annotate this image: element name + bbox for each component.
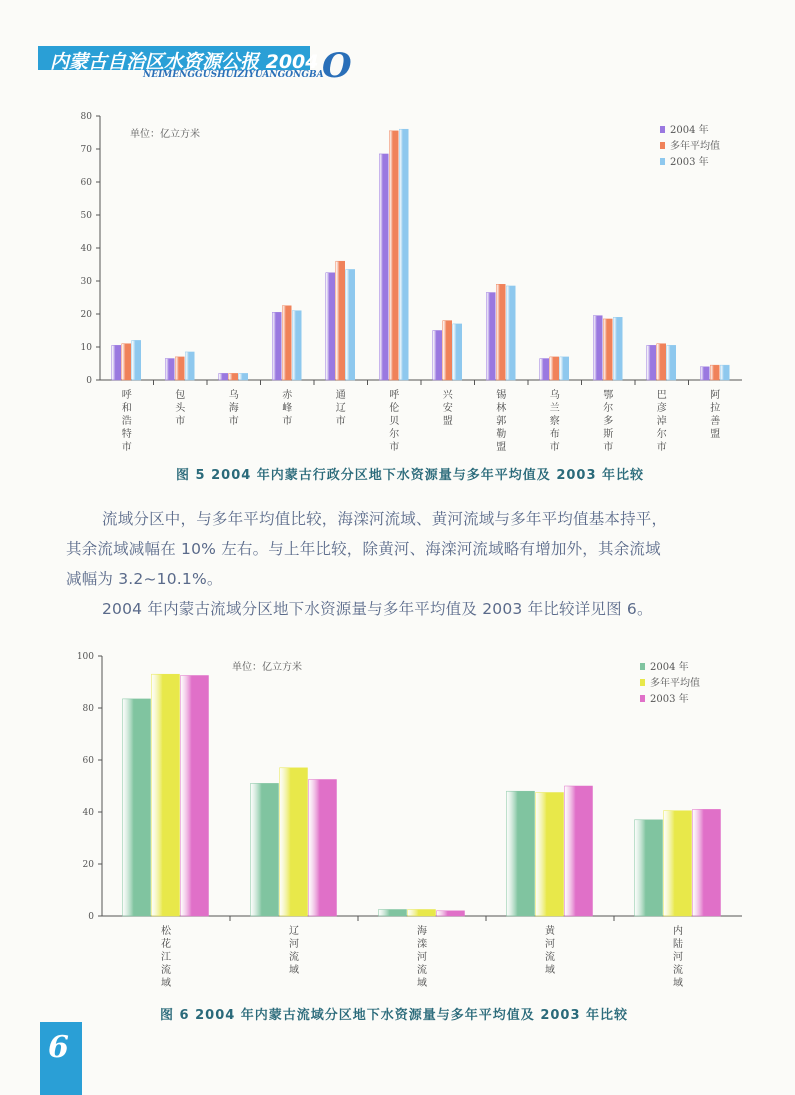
bar bbox=[326, 273, 335, 380]
legend-swatch bbox=[640, 663, 645, 670]
x-tick-label: 通辽市 bbox=[335, 390, 346, 427]
x-tick-label: 包头市 bbox=[175, 390, 186, 427]
bar bbox=[112, 345, 121, 380]
bar bbox=[560, 357, 569, 380]
header-letter: O bbox=[322, 46, 352, 86]
y-tick-label: 100 bbox=[76, 652, 94, 662]
bar bbox=[181, 676, 209, 917]
y-tick-label: 40 bbox=[80, 244, 92, 254]
header-title: 内蒙古自治区水资源公报 2004 bbox=[50, 51, 319, 73]
y-tick-label: 60 bbox=[80, 178, 92, 188]
bar bbox=[239, 373, 248, 380]
bar bbox=[700, 367, 709, 380]
x-tick-label: 鄂尔多斯市 bbox=[603, 390, 614, 453]
bar bbox=[550, 357, 559, 380]
x-tick-label: 辽河流域 bbox=[289, 926, 299, 976]
bar bbox=[408, 910, 436, 917]
y-tick-label: 0 bbox=[86, 376, 92, 386]
bar bbox=[185, 352, 194, 380]
y-tick-label: 20 bbox=[82, 860, 94, 870]
y-tick-label: 50 bbox=[80, 211, 92, 221]
bar bbox=[292, 311, 301, 380]
unit-label: 单位：亿立方米 bbox=[232, 662, 302, 673]
bar bbox=[536, 793, 564, 917]
x-tick-label: 内陆河流域 bbox=[673, 926, 683, 989]
bar bbox=[540, 359, 549, 380]
bar bbox=[496, 284, 505, 380]
y-tick-label: 0 bbox=[88, 912, 94, 922]
bar bbox=[282, 306, 291, 380]
unit-label: 单位：亿立方米 bbox=[130, 129, 200, 140]
bar bbox=[664, 811, 692, 916]
bar bbox=[152, 674, 180, 916]
y-tick-label: 20 bbox=[80, 310, 92, 320]
x-tick-label: 锡林郭勒盟 bbox=[496, 390, 507, 453]
bar bbox=[710, 365, 719, 380]
bar bbox=[565, 786, 593, 916]
bar bbox=[272, 312, 281, 380]
chart-river-basins bbox=[0, 645, 795, 995]
bar bbox=[122, 344, 131, 380]
legend-swatch bbox=[660, 142, 665, 149]
bar bbox=[657, 344, 666, 380]
bar bbox=[280, 768, 308, 916]
bar bbox=[346, 269, 355, 380]
bar bbox=[309, 780, 337, 917]
x-tick-label: 呼和浩特市 bbox=[121, 390, 132, 453]
legend-label: 2004 年 bbox=[650, 662, 689, 673]
header-subtitle: NEIMENGGUSHUIZIYUANGONGBA bbox=[143, 70, 324, 80]
bar bbox=[593, 316, 602, 380]
bar bbox=[647, 345, 656, 380]
bar bbox=[486, 293, 495, 380]
legend-swatch bbox=[660, 158, 665, 165]
x-tick-label: 呼伦贝尔市 bbox=[389, 390, 400, 453]
bar bbox=[693, 809, 721, 916]
body-paragraph bbox=[66, 504, 766, 624]
x-tick-label: 阿拉善盟 bbox=[710, 390, 721, 440]
page-number: 6 bbox=[48, 1030, 69, 1065]
bar bbox=[603, 319, 612, 380]
bar bbox=[506, 286, 515, 380]
bar bbox=[720, 365, 729, 380]
x-tick-label: 黄河流域 bbox=[545, 926, 555, 976]
legend-swatch bbox=[640, 695, 645, 702]
bar bbox=[123, 699, 151, 916]
legend-label: 2003 年 bbox=[650, 694, 689, 705]
x-tick-label: 乌海市 bbox=[228, 390, 239, 427]
bar bbox=[437, 911, 465, 916]
y-tick-label: 80 bbox=[82, 704, 94, 714]
bar bbox=[165, 359, 174, 380]
y-tick-label: 40 bbox=[82, 808, 94, 818]
bar bbox=[433, 331, 442, 381]
chart-admin-regions bbox=[0, 105, 795, 460]
legend-label: 2004 年 bbox=[670, 125, 709, 136]
x-tick-label: 兴安盟 bbox=[442, 390, 453, 427]
y-tick-label: 70 bbox=[80, 145, 92, 155]
y-tick-label: 80 bbox=[80, 112, 92, 122]
y-tick-label: 10 bbox=[80, 343, 92, 353]
bar bbox=[379, 154, 388, 380]
paragraph-line-4: 2004 年内蒙古流域分区地下水资源量与多年平均值及 2003 年比较详见图 6。 bbox=[102, 600, 653, 618]
paragraph-line-2: 其余流域减幅在 10% 左右。与上年比较，除黄河、海滦河流域略有增加外，其余流域 bbox=[66, 540, 661, 558]
bar bbox=[251, 783, 279, 916]
bar bbox=[399, 129, 408, 380]
bar bbox=[229, 373, 238, 380]
bar bbox=[453, 324, 462, 380]
y-tick-label: 60 bbox=[82, 756, 94, 766]
paragraph-line-3: 减幅为 3.2~10.1%。 bbox=[66, 570, 223, 588]
legend-label: 2003 年 bbox=[670, 157, 709, 168]
bar bbox=[175, 357, 184, 380]
figure6-caption: 图 6 2004 年内蒙古流域分区地下水资源量与多年平均值及 2003 年比较 bbox=[160, 1008, 629, 1023]
bar bbox=[443, 321, 452, 380]
bar bbox=[336, 261, 345, 380]
bar bbox=[389, 131, 398, 380]
legend-label: 多年平均值 bbox=[670, 141, 720, 152]
legend-swatch bbox=[640, 679, 645, 686]
x-tick-label: 赤峰市 bbox=[282, 390, 293, 427]
x-tick-label: 巴彦淖尔市 bbox=[656, 390, 667, 453]
bar bbox=[219, 373, 228, 380]
figure5-caption: 图 5 2004 年内蒙古行政分区地下水资源量与多年平均值及 2003 年比较 bbox=[176, 468, 645, 483]
bar bbox=[667, 345, 676, 380]
x-tick-label: 海滦河流域 bbox=[417, 926, 427, 989]
bar bbox=[635, 820, 663, 916]
legend-label: 多年平均值 bbox=[650, 678, 700, 689]
page-header bbox=[0, 40, 360, 90]
x-tick-label: 乌兰察布市 bbox=[549, 390, 560, 453]
bar bbox=[613, 317, 622, 380]
bar bbox=[132, 340, 141, 380]
x-tick-label: 松花江流域 bbox=[161, 926, 171, 989]
bar bbox=[379, 910, 407, 917]
paragraph-line-1: 流域分区中，与多年平均值比较，海滦河流域、黄河流域与多年平均值基本持平， bbox=[102, 510, 668, 528]
y-tick-label: 30 bbox=[80, 277, 92, 287]
bar bbox=[507, 791, 535, 916]
legend-swatch bbox=[660, 126, 665, 133]
